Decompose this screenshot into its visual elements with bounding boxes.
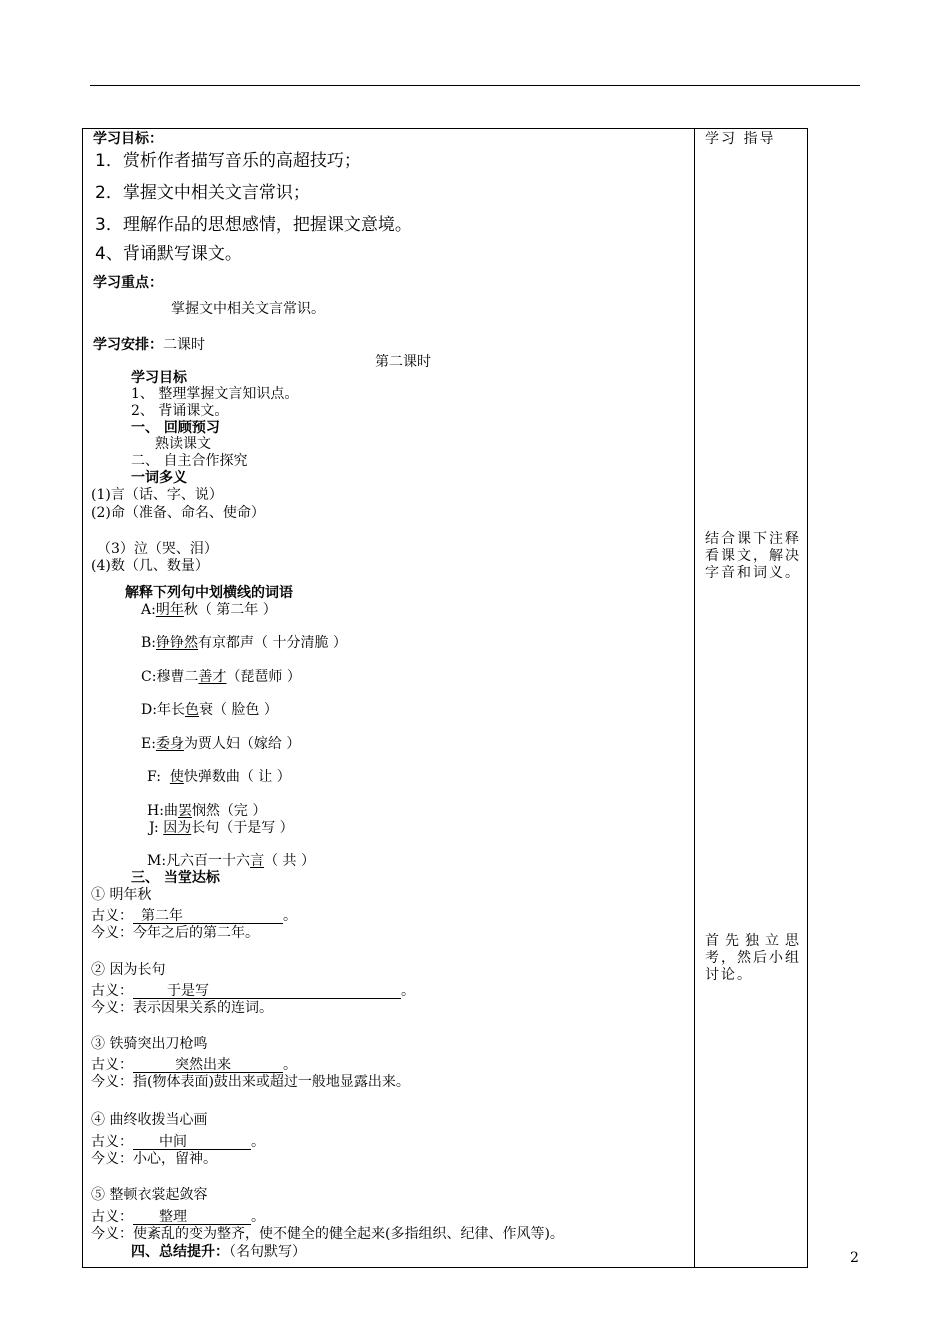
underlined-word: 明年 bbox=[155, 602, 184, 618]
drill-gu: 古义： 整理 。 bbox=[91, 1209, 265, 1225]
gu-answer: 整理 bbox=[159, 1209, 187, 1225]
underlined-word: 使 bbox=[169, 769, 184, 785]
drill-gu: 古义： 中间 。 bbox=[91, 1134, 265, 1150]
lesson-title: 第二课时 bbox=[375, 354, 431, 370]
drill-jin bbox=[91, 1000, 273, 1016]
lesson-goal-item: 2、 背诵课文。 bbox=[131, 403, 229, 419]
explain-item-d bbox=[141, 702, 278, 718]
drill-jin bbox=[91, 925, 259, 941]
explain-item-h bbox=[147, 803, 266, 819]
explain-item-j bbox=[149, 820, 294, 836]
goal-item: 3．理解作品的思想感情，把握课文意境。 bbox=[95, 215, 412, 235]
lesson-goals-heading: 学习目标 bbox=[131, 370, 187, 386]
item-label: H: bbox=[147, 803, 164, 819]
column-divider bbox=[694, 129, 695, 1267]
item-text: 年长 bbox=[156, 702, 185, 718]
section2-heading: 二、 自主合作探究 bbox=[131, 453, 248, 469]
drill-gu: 古义： 突然出来 。 bbox=[91, 1057, 297, 1073]
underlined-word: 言 bbox=[250, 853, 265, 869]
item-text: 曲 bbox=[163, 803, 178, 819]
polysemy-item: (4)数（几、数量） bbox=[91, 558, 209, 574]
gu-label: 古义： bbox=[91, 1134, 133, 1150]
gu-answer: 第二年 bbox=[141, 908, 183, 924]
goal-item: 2．掌握文中相关文言常识； bbox=[95, 183, 310, 203]
item-label: M: bbox=[147, 853, 167, 869]
explain-item-e bbox=[141, 736, 300, 752]
gu-answer: 于是写 bbox=[167, 983, 209, 999]
item-answer: 脸色 ） bbox=[226, 702, 278, 718]
item-label: C: bbox=[141, 669, 157, 685]
underlined-word: 罢 bbox=[177, 803, 192, 819]
item-label: A: bbox=[141, 602, 156, 618]
item-text: 衰（ bbox=[198, 702, 227, 718]
item-text: 快弹数曲（ bbox=[183, 769, 254, 785]
polysemy-item: (1)言（话、字、说） bbox=[91, 487, 223, 503]
item-label: D: bbox=[141, 702, 157, 718]
item-label: F: bbox=[147, 769, 161, 785]
gu-answer: 突然出来 bbox=[175, 1057, 231, 1073]
drill-title: ① 明年秋 bbox=[91, 887, 152, 903]
section1-text: 熟读课文 bbox=[155, 436, 211, 452]
gu-label: 古义： bbox=[91, 983, 133, 999]
explain-item-m bbox=[147, 853, 315, 869]
header-rule bbox=[90, 85, 860, 86]
section3-heading: 三、 当堂达标 bbox=[131, 870, 220, 886]
polysemy-item: （3）泣（哭、泪） bbox=[97, 541, 218, 557]
drill-title: ② 因为长句 bbox=[91, 962, 166, 978]
jin-text: 今年之后的第二年。 bbox=[133, 925, 259, 941]
side-note-reading: 结合课下注释看课文，解决字音和词义。 bbox=[705, 531, 801, 581]
lesson-goal-item: 1、 整理掌握文言知识点。 bbox=[131, 386, 299, 402]
item-answer: 共 ） bbox=[278, 853, 315, 869]
explain-item-a bbox=[141, 602, 277, 618]
item-answer: 让 ） bbox=[253, 769, 291, 785]
item-text: 长句（于是写 ） bbox=[191, 820, 294, 836]
gu-label: 古义： bbox=[91, 1209, 133, 1225]
jin-text: 表示因果关系的连词。 bbox=[133, 1000, 273, 1016]
jin-label: 今义： bbox=[91, 1074, 133, 1090]
gu-label: 古义： bbox=[91, 908, 133, 924]
item-text: 悯然（完 ） bbox=[191, 803, 267, 819]
focus-heading: 学习重点： bbox=[93, 275, 163, 291]
item-label: J: bbox=[149, 820, 159, 836]
item-text: （ bbox=[264, 853, 279, 869]
focus-text: 掌握文中相关文言常识。 bbox=[171, 301, 325, 317]
jin-text: 指(物体表面)鼓出来或超过一般地显露出来。 bbox=[133, 1074, 410, 1090]
jin-label: 今义： bbox=[91, 1226, 133, 1242]
jin-label: 今义： bbox=[91, 925, 133, 941]
item-answer: 十分清脆 ） bbox=[268, 635, 347, 651]
item-text: （琵琶师 ） bbox=[226, 669, 301, 685]
underlined-word: 善才 bbox=[198, 669, 227, 685]
jin-label: 今义： bbox=[91, 1000, 133, 1016]
underlined-word: 色 bbox=[184, 702, 199, 718]
item-text: 为贾人妇（嫁给 ） bbox=[183, 736, 301, 752]
item-text: 秋（ bbox=[183, 602, 212, 618]
explain-heading: 解释下列句中划横线的词语 bbox=[125, 585, 293, 601]
drill-gu: 古义： 于是写 。 bbox=[91, 983, 415, 999]
drill-jin bbox=[91, 1151, 217, 1167]
underlined-word: 因为 bbox=[163, 820, 192, 836]
lesson-table bbox=[82, 128, 808, 1268]
underlined-word: 铮铮然 bbox=[156, 635, 199, 651]
polysemy-heading: 一词多义 bbox=[131, 470, 187, 486]
goal-item: 4、背诵默写课文。 bbox=[95, 244, 242, 264]
item-label: E: bbox=[141, 736, 156, 752]
side-note-discussion: 首先独立思考，然后小组讨论。 bbox=[705, 933, 801, 983]
section1-heading: 一、 回顾预习 bbox=[131, 420, 220, 436]
explain-item-c bbox=[141, 669, 301, 685]
arrangement-text: 二课时 bbox=[163, 337, 205, 353]
explain-item-b bbox=[141, 635, 347, 651]
page-number: 2 bbox=[850, 1250, 859, 1266]
jin-text: 小心，留神。 bbox=[133, 1151, 217, 1167]
gu-answer: 中间 bbox=[159, 1134, 187, 1150]
section4-text: （名句默写） bbox=[229, 1244, 306, 1260]
item-answer: 第二年 ） bbox=[211, 602, 277, 618]
item-label: B: bbox=[141, 635, 157, 651]
drill-title: ④ 曲终收拨当心画 bbox=[91, 1112, 208, 1128]
arrangement-line bbox=[93, 337, 205, 353]
item-text: 凡六百一十六 bbox=[166, 853, 251, 869]
goal-item: 1．赏析作者描写音乐的高超技巧； bbox=[95, 151, 361, 171]
item-text: 有京都声（ bbox=[198, 635, 269, 651]
section4-heading: 四、总结提升： bbox=[131, 1244, 229, 1260]
drill-title: ③ 铁骑突出刀枪鸣 bbox=[91, 1036, 208, 1052]
drill-jin bbox=[91, 1074, 410, 1090]
goals-heading: 学习目标： bbox=[93, 131, 163, 147]
jin-label: 今义： bbox=[91, 1151, 133, 1167]
drill-jin bbox=[91, 1226, 564, 1242]
jin-text: 使紊乱的变为整齐，使不健全的健全起来(多指组织、纪律、作风等)。 bbox=[133, 1226, 564, 1242]
gu-label: 古义： bbox=[91, 1057, 133, 1073]
item-text: 穆曹二 bbox=[156, 669, 199, 685]
drill-gu: 古义： 第二年 。 bbox=[91, 908, 297, 924]
side-header: 学习 指导 bbox=[705, 131, 776, 147]
section4-line bbox=[131, 1244, 306, 1260]
drill-title: ⑤ 整顿衣裳起敛容 bbox=[91, 1187, 208, 1203]
arrangement-heading: 学习安排： bbox=[93, 337, 163, 353]
underlined-word: 委身 bbox=[155, 736, 184, 752]
polysemy-item: (2)命（准备、命名、使命） bbox=[91, 505, 265, 521]
explain-item-f bbox=[147, 769, 291, 785]
